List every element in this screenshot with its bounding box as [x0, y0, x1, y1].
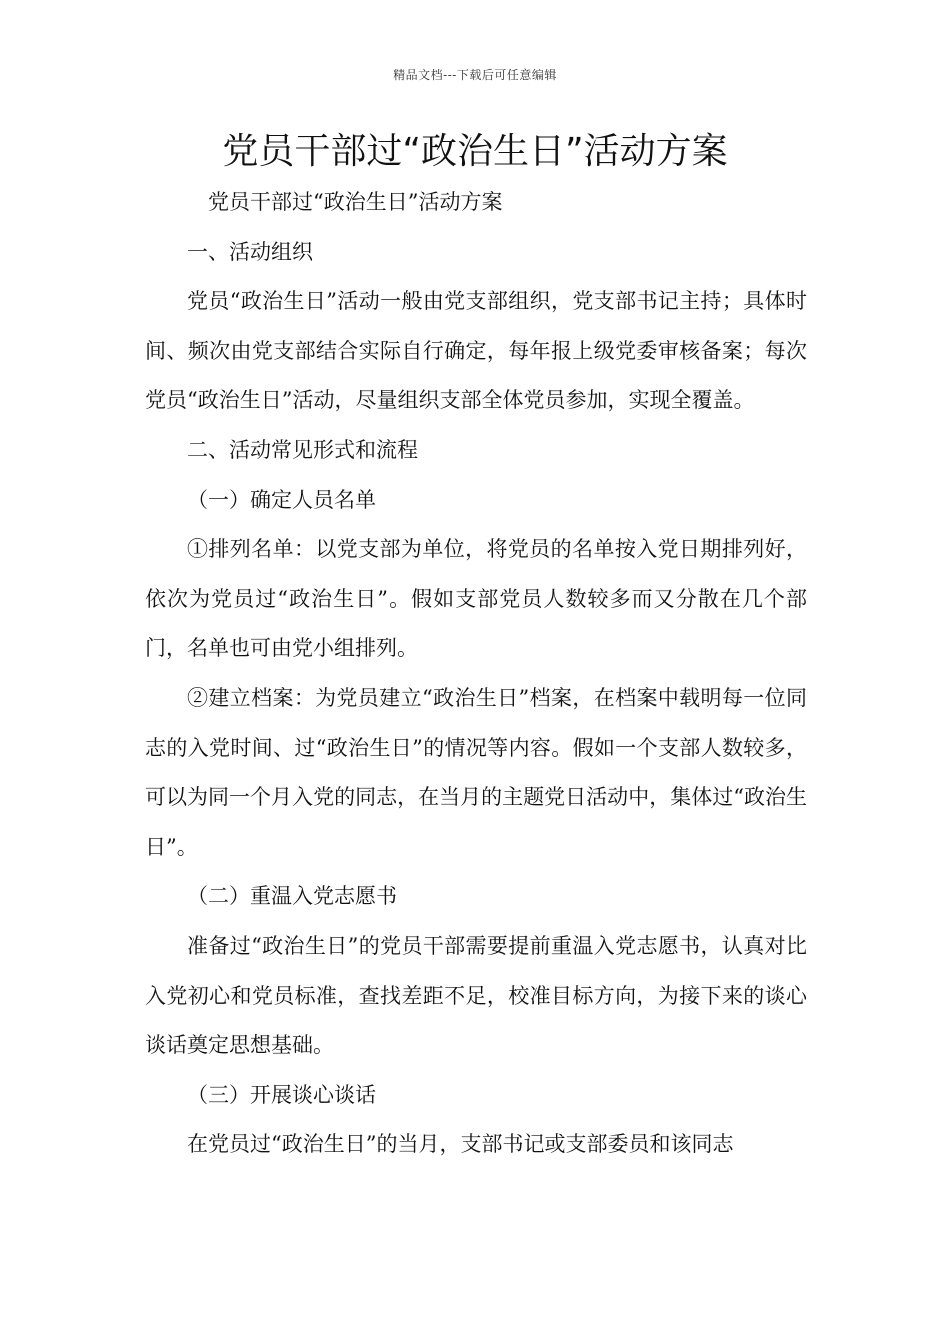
- subsection-heading-2: （二）重温入党志愿书: [187, 884, 397, 909]
- paragraph-activity-organization: 党员“政治生日”活动一般由党支部组织，党支部书记主持；具体时间、频次由党支部结合实际自行确定，每年报上级党委审核备案；每次党员“政治生日”活动，尽量组织支部全体党员参加，实现全覆盖。: [145, 289, 807, 413]
- section-heading-1: 一、活动组织: [187, 239, 313, 264]
- paragraph-build-archive: ②建立档案：为党员建立“政治生日”档案，在档案中载明每一位同志的入党时间、过“政治生日”的情况等内容。假如一个支部人数较多，可以为同一个月入党的同志，在当月的主题党日活动中，集体过“政治生日”。: [145, 685, 807, 859]
- paragraph-heart-to-heart-talk: 在党员过“政治生日”的当月，支部书记或支部委员和该同志: [187, 1132, 734, 1157]
- paragraph-review-application: 准备过“政治生日”的党员干部需要提前重温入党志愿书，认真对比入党初心和党员标准，查找差距不足，校准目标方向，为接下来的谈心谈话奠定思想基础。: [145, 933, 807, 1058]
- document-body: [145, 178, 807, 1170]
- document-title: 党员干部过“政治生日”活动方案: [222, 131, 728, 172]
- paragraph-list-names: ①排列名单：以党支部为单位，将党员的名单按入党日期排列好，依次为党员过“政治生日”。假如支部党员人数较多而又分散在几个部门，名单也可由党小组排列。: [145, 537, 807, 661]
- document-subtitle: 党员干部过“政治生日”活动方案: [208, 190, 503, 214]
- section-heading-2: 二、活动常见形式和流程: [187, 437, 418, 462]
- subsection-heading-1: （一）确定人员名单: [187, 487, 376, 512]
- subsection-heading-3: （三）开展谈心谈话: [187, 1082, 376, 1107]
- header-note: 精品文档---下载后可任意编辑: [393, 68, 557, 82]
